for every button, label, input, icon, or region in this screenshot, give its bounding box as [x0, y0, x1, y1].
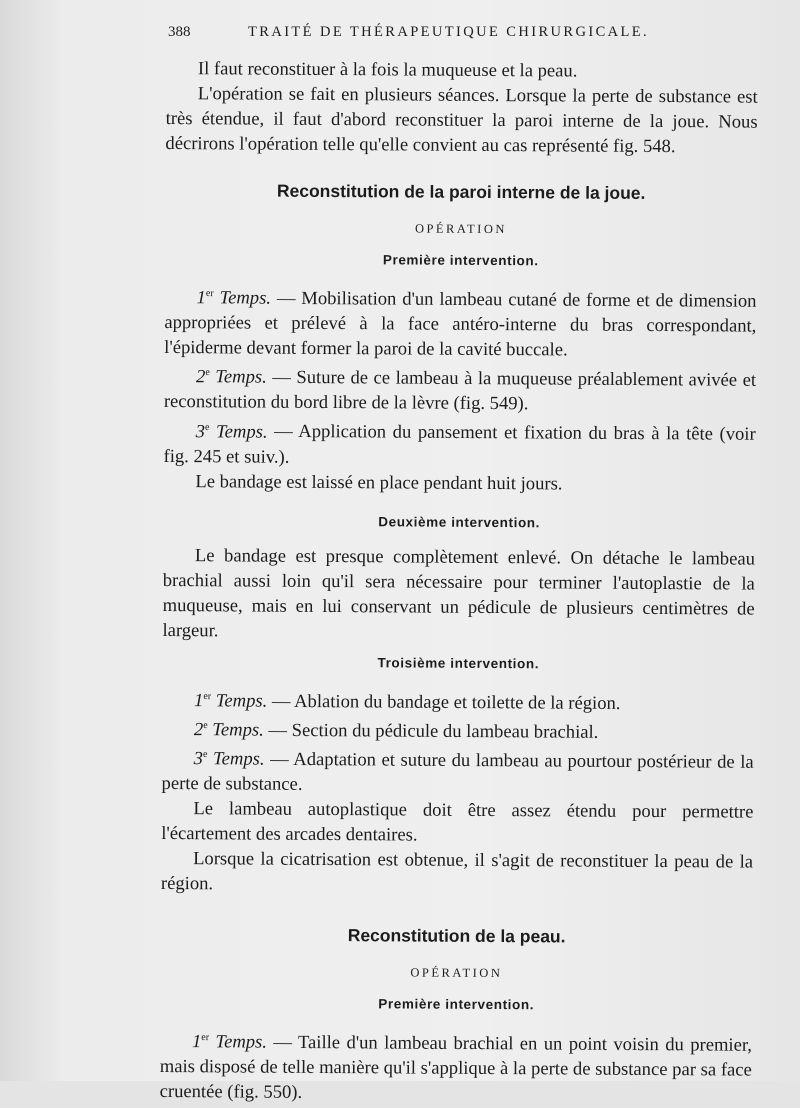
- subheading-second-intervention: Deuxième intervention.: [378, 513, 541, 530]
- running-title: TRAITÉ DE THÉRAPEUTIQUE CHIRURGICALE.: [248, 24, 650, 40]
- closing-paragraph: Le bandage est laissé en place pendant huit jours.: [195, 470, 563, 494]
- step-paragraph: 1er Temps. — Ablation du bandage et toilette de la région.: [193, 689, 621, 714]
- section-title: Reconstitution de la paroi interne de la joue.: [276, 180, 646, 203]
- body-paragraph: Le bandage est presque complètement enlevé. On détache le lambeau brachial aussi loin qu'il sera nécessaire pour terminer l'autoplastie de la muqueuse, mais en lui conservant un pédicule de plusieurs centimètres de largeur.: [162, 544, 756, 641]
- step-label: 3e Temps.: [193, 748, 265, 770]
- subheading-third-intervention: Troisième intervention.: [377, 654, 540, 671]
- intro-paragraph: L'opération se fait en plusieurs séances. Lorsque la perte de substance est très étendue, il faut d'abord reconstituer la paroi interne de la joue. Nous décrirons l'opération telle qu'elle convient au cas représenté fig. 548.: [165, 83, 758, 158]
- step-label: 1er Temps.: [191, 1031, 268, 1053]
- step-paragraph: 1er Temps. — Mobilisation d'un lambeau cutané de forme et de dimension appropriées et prélevé à la face antéro-interne du bras correspondant, l'épiderme devant former la paroi de la cavité buccale.: [164, 287, 757, 361]
- operation-label: OPÉRATION: [414, 221, 507, 237]
- step-paragraph: 3e Temps. — Application du pansement et fixation du bras à la tête (voir fig. 245 et suiv.).: [163, 420, 756, 468]
- step-label: 1er Temps.: [196, 287, 272, 309]
- operation-label: OPÉRATION: [410, 965, 503, 981]
- step-label: 3e Temps.: [195, 420, 268, 443]
- subheading-first-intervention: Première intervention.: [382, 252, 539, 269]
- step-paragraph: 2e Temps. — Suture de ce lambeau à la muqueuse préalablement avivée et reconstitution du bord libre de la lèvre (fig. 549).: [163, 366, 757, 415]
- step-label: 2e Temps.: [193, 719, 264, 741]
- section-title: Reconstitution de la peau.: [347, 925, 566, 947]
- page-body: [160, 56, 758, 1108]
- body-paragraph: Lorsque la cicatrisation est obtenue, il s'agit de reconstituer la peau de la région.: [160, 848, 754, 895]
- subheading-first-intervention: Première intervention.: [378, 996, 535, 1013]
- step-label: 2e Temps.: [195, 366, 267, 388]
- step-label: 1er Temps.: [193, 689, 268, 712]
- step-paragraph: 3e Temps. — Adaptation et suture du lambeau au pourtour postérieur de la perte de substance.: [161, 748, 754, 795]
- step-paragraph: 1er Temps. — Taille d'un lambeau brachial en un point voisin du premier, mais disposé de telle manière qu'il s'applique à la perte de substance par sa face cruentée (fig. 550).: [159, 1031, 753, 1104]
- intro-paragraph: Il faut reconstituer à la fois la muqueuse et la peau.: [197, 58, 578, 82]
- page-header: [168, 24, 758, 41]
- step-paragraph: 2e Temps. — Section du pédicule du lambeau brachial.: [193, 719, 599, 743]
- page-number: 388: [168, 24, 191, 40]
- body-paragraph: Le lambeau autoplastique doit être assez étendu pour permettre l'écartement des arcades dentaires.: [161, 798, 754, 846]
